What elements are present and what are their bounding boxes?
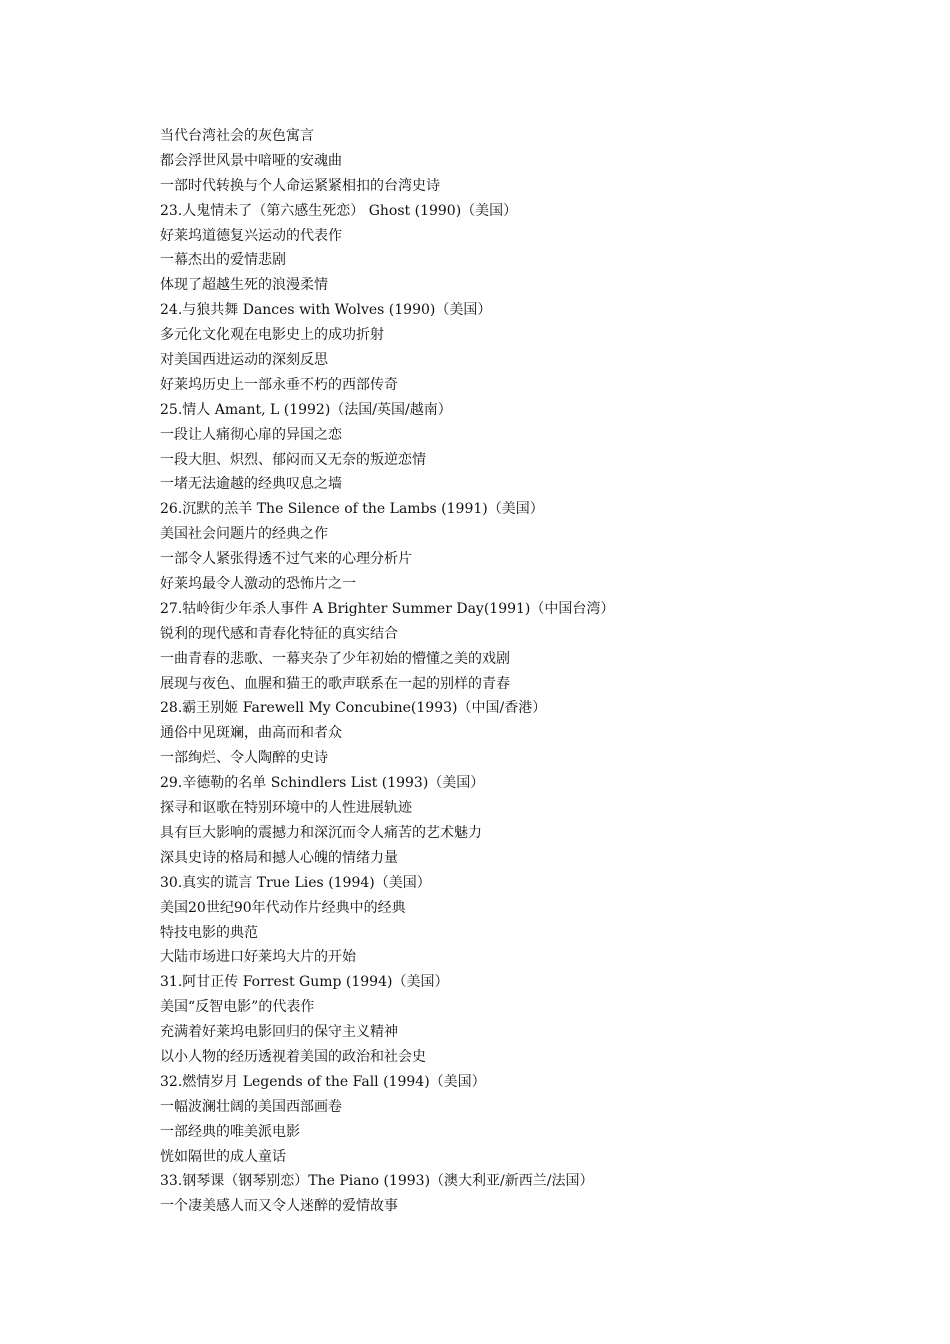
document-line: 一部令人紧张得透不过气来的心理分析片 xyxy=(160,551,412,568)
document-line: 26.沉默的羔羊 The Silence of the Lambs (1991)（美国） xyxy=(160,501,544,518)
document-line: 体现了超越生死的浪漫柔情 xyxy=(160,277,328,294)
document-line: 对美国西进运动的深刻反思 xyxy=(160,352,328,369)
document-line: 28.霸王别姬 Farewell My Concubine(1993)（中国/香港） xyxy=(160,700,547,717)
document-line: 一段让人痛彻心扉的异国之恋 xyxy=(160,426,342,443)
document-line: 美国20世纪90年代动作片经典中的经典 xyxy=(160,899,406,916)
document-line: 恍如隔世的成人童话 xyxy=(160,1148,286,1165)
document-line: 一部时代转换与个人命运紧紧相扣的台湾史诗 xyxy=(160,177,440,194)
document-line: 美国社会问题片的经典之作 xyxy=(160,526,328,543)
document-line: 一曲青春的悲歌、一幕夹杂了少年初始的懵懂之美的戏剧 xyxy=(160,650,510,667)
document-line: 通俗中见斑斓，曲高而和者众 xyxy=(160,725,342,742)
document-line: 24.与狼共舞 Dances with Wolves (1990)（美国） xyxy=(160,302,492,319)
document-line: 31.阿甘正传 Forrest Gump (1994)（美国） xyxy=(160,974,449,991)
document-line: 探寻和讴歌在特别环境中的人性进展轨迹 xyxy=(160,800,412,817)
document-line: 25.情人 Amant, L (1992)（法国/英国/越南） xyxy=(160,401,452,418)
document-line: 具有巨大影响的震撼力和深沉而令人痛苦的艺术魅力 xyxy=(160,824,482,841)
document-line: 一幕杰出的爱情悲剧 xyxy=(160,252,286,269)
document-line: 23.人鬼情未了（第六感生死恋） Ghost (1990)（美国） xyxy=(160,202,518,219)
document-line: 当代台湾社会的灰色寓言 xyxy=(160,128,314,144)
document-line: 以小人物的经历透视着美国的政治和社会史 xyxy=(160,1048,426,1065)
document-line: 大陆市场进口好莱坞大片的开始 xyxy=(160,949,356,966)
document-line: 30.真实的谎言 True Lies (1994)（美国） xyxy=(160,874,431,891)
document-line: 29.辛德勒的名单 Schindlers List (1993)（美国） xyxy=(160,775,485,792)
document-line: 特技电影的典范 xyxy=(160,924,258,941)
document-line: 深具史诗的格局和撼人心魄的情绪力量 xyxy=(160,849,398,866)
document-line: 27.牯岭街少年杀人事件 A Brighter Summer Day(1991)（中国台湾） xyxy=(160,600,615,617)
document-line: 一堵无法逾越的经典叹息之墙 xyxy=(160,476,342,493)
document-line: 好莱坞最令人激动的恐怖片之一 xyxy=(160,576,356,593)
document-line: 32.燃情岁月 Legends of the Fall (1994)（美国） xyxy=(160,1073,486,1090)
document-line: 充满着好莱坞电影回归的保守主义精神 xyxy=(160,1024,398,1041)
document-line: 都会浮世风景中喑哑的安魂曲 xyxy=(160,152,342,169)
document-line: 好莱坞历史上一部永垂不朽的西部传奇 xyxy=(160,376,398,393)
document-line: 多元化文化观在电影史上的成功折射 xyxy=(160,327,384,344)
document-line: 一幅波澜壮阔的美国西部画卷 xyxy=(160,1098,342,1115)
document-line: 一个凄美感人而又令人迷醉的爱情故事 xyxy=(160,1198,398,1215)
document-line: 一部经典的唯美派电影 xyxy=(160,1123,300,1140)
document-line: 锐利的现代感和青春化特征的真实结合 xyxy=(160,625,398,642)
document-line: 展现与夜色、血腥和猫王的歌声联系在一起的别样的青春 xyxy=(160,675,510,692)
document-line: 一段大胆、炽烈、郁闷而又无奈的叛逆恋情 xyxy=(160,451,426,468)
document-line: 33.钢琴课（钢琴别恋）The Piano (1993)（澳大利亚/新西兰/法国） xyxy=(160,1173,594,1190)
document-line: 一部绚烂、令人陶醉的史诗 xyxy=(160,750,328,767)
document-body xyxy=(160,124,920,1219)
document-line: 好莱坞道德复兴运动的代表作 xyxy=(160,227,342,244)
document-line: 美国“反智电影”的代表作 xyxy=(160,999,315,1016)
